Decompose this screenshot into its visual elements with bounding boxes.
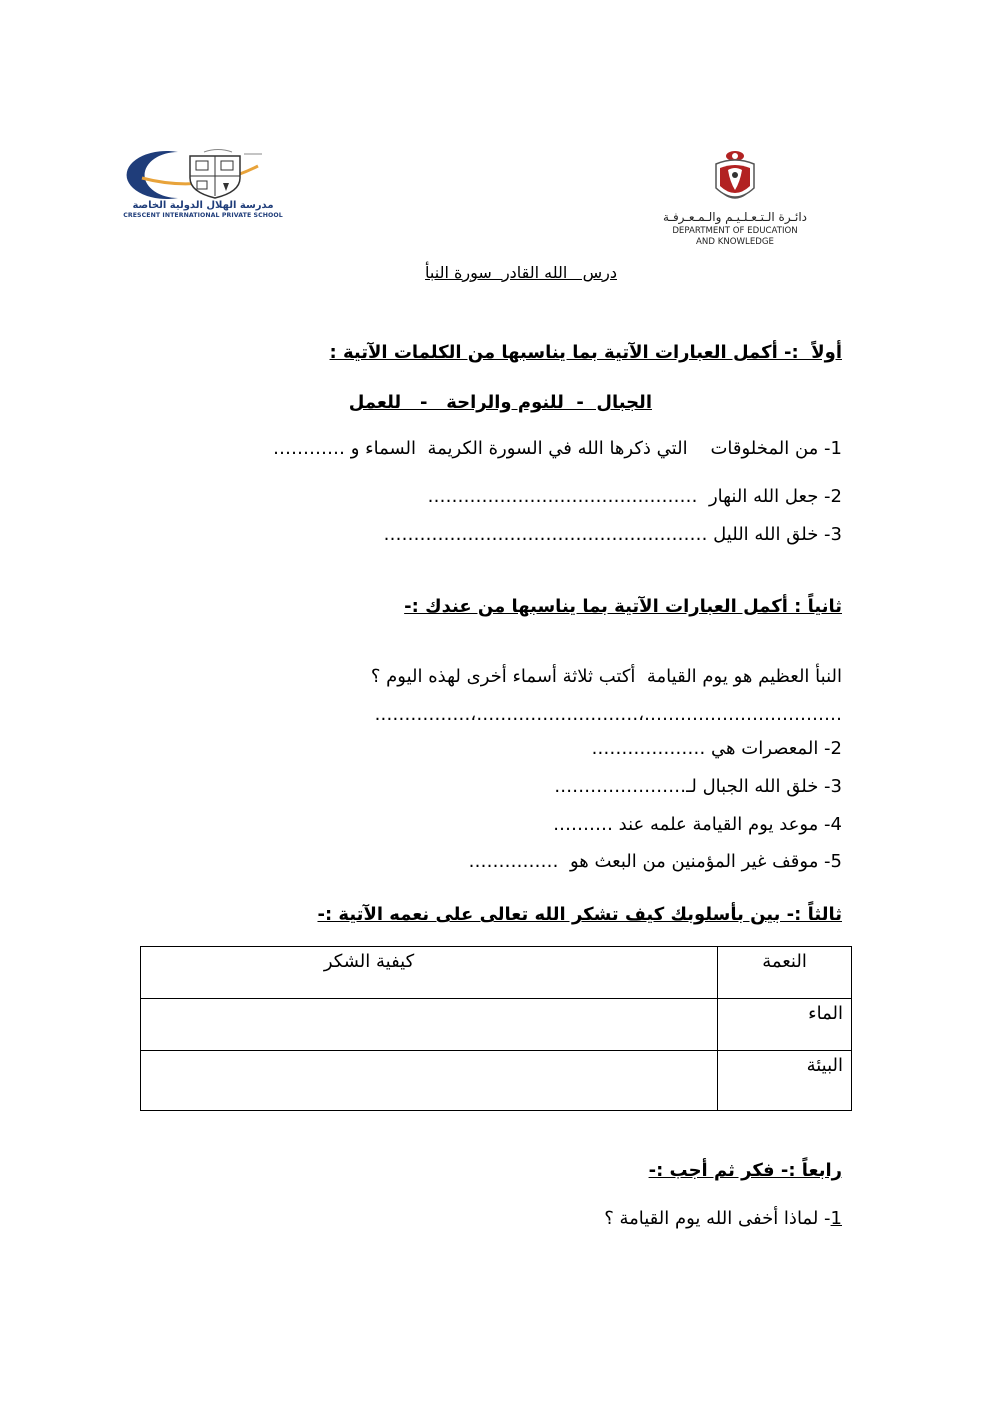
- question-number: 1: [830, 1208, 842, 1229]
- school-name-english: CRESCENT INTERNATIONAL PRIVATE SCHOOL: [123, 212, 283, 219]
- section1-item-3: 3- خلق الله الليل ………………………………………………: [383, 524, 842, 545]
- table-row: [141, 999, 852, 1051]
- section2-heading: ثانياً : أكمل العبارات الآتية بما يناسبها من عندك :-: [404, 596, 842, 617]
- blessing-cell: الماء: [718, 999, 852, 1051]
- section2-question: النبأ العظيم هو يوم القيامة أكتب ثلاثة أسماء أخرى لهذه اليوم ؟: [370, 666, 842, 687]
- department-name-english: [650, 226, 820, 248]
- table-row: [141, 1051, 852, 1111]
- section2-item-5: 5- موقف غير المؤمنين من البعث هو ……………: [468, 851, 842, 872]
- section2-item-4: 4- موعد يوم القيامة علمه عند ……….: [553, 814, 842, 835]
- column-header-thanks: كيفية الشكر: [141, 947, 718, 999]
- thanks-answer-cell[interactable]: [141, 999, 718, 1051]
- school-logo: [108, 148, 298, 220]
- falcon-emblem-icon: [650, 148, 820, 208]
- section4-heading: رابعاً :- فكر ثم أجب :-: [648, 1160, 842, 1181]
- department-name-line-2: AND KNOWLEDGE: [696, 237, 774, 247]
- lesson-title: درس الله القادر سورة النبأ: [425, 263, 617, 282]
- section3-heading: ثالثاً :- بين بأسلوبك كيف تشكر الله تعالى على نعمه الآتية :-: [317, 904, 842, 925]
- department-name-line-1: DEPARTMENT OF EDUCATION: [672, 226, 798, 236]
- department-name-arabic: دائـرة الـتـعـلـيـم والـمـعـرفـة: [663, 210, 807, 224]
- section2-item-2: 2- المعصرات هي ……………….: [591, 738, 842, 759]
- word-bank: الجبال - للنوم والراحة - للعمل: [348, 392, 652, 413]
- school-name-arabic: مدرسة الهلال الدولية الخاصة: [132, 200, 274, 211]
- section4-question: [604, 1208, 842, 1229]
- section1-item-2: 2- جعل الله النهار ………………………………………: [427, 486, 842, 507]
- question-text: - لماذا أخفى الله يوم القيامة ؟: [604, 1208, 831, 1229]
- thanks-answer-cell[interactable]: [141, 1051, 718, 1111]
- table-header-row: [141, 947, 852, 999]
- thanks-table: [140, 946, 852, 1111]
- column-header-blessing: النعمة: [718, 947, 852, 999]
- blessing-cell: البيئة: [718, 1051, 852, 1111]
- section2-answer-line: ……………………………،………………………،…………….: [374, 704, 842, 725]
- department-logo: [650, 148, 820, 253]
- section1-item-1: 1- من المخلوقات التي ذكرها الله في السورة الكريمة السماء و …………: [272, 438, 842, 459]
- crescent-emblem-icon: [108, 148, 298, 200]
- section2-item-3: 3- خلق الله الجبال لـ………………….: [554, 776, 842, 797]
- section1-heading: أولاً :- أكمل العبارات الآتية بما يناسبها من الكلمات الآتية :: [329, 342, 842, 363]
